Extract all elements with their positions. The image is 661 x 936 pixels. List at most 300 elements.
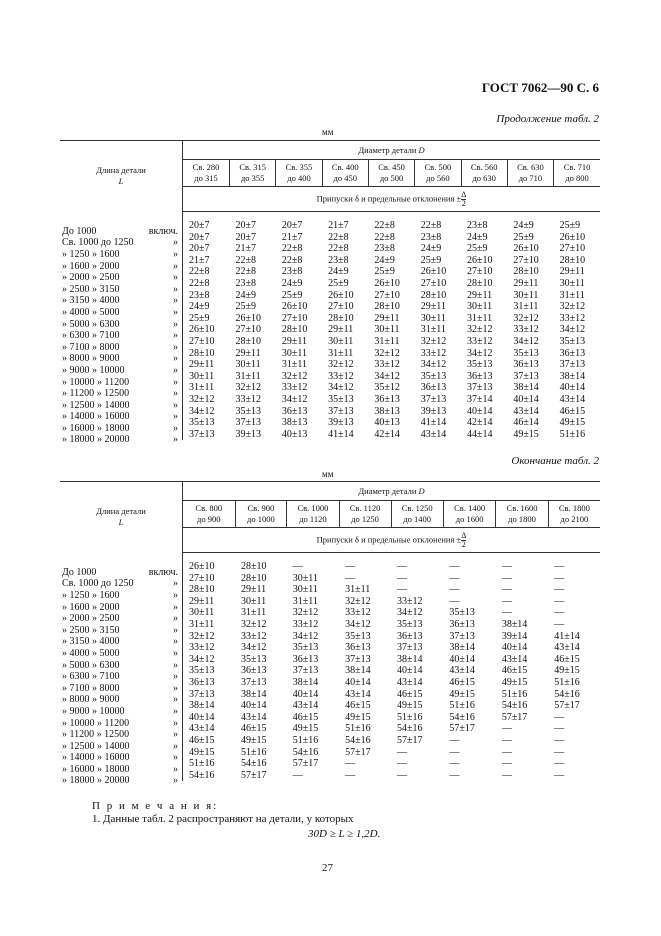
- allowance-value: 22±8: [328, 243, 349, 255]
- table-row: [60, 700, 600, 712]
- allowance-value: 37±13: [292, 665, 319, 677]
- allowance-value: 28±10: [189, 347, 215, 359]
- length-range: » 14000 » 16000: [62, 752, 130, 764]
- length-range-suffix: »: [173, 411, 178, 423]
- allowance-value: 34±12: [420, 359, 447, 371]
- allowance-value: 43±14: [292, 700, 319, 712]
- table-row: [60, 619, 600, 631]
- allowance-value: 40±14: [449, 653, 475, 665]
- allowance-value: 38±14: [559, 370, 586, 382]
- allowance-value: 37±13: [420, 393, 447, 405]
- allowance-value: 30±11: [241, 595, 267, 607]
- allowance-value: 28±10: [467, 277, 493, 289]
- diameter-range-from: Св. 1600: [506, 503, 538, 513]
- diameter-range-to: до 1600: [455, 514, 484, 524]
- length-range-cell: [60, 371, 183, 388]
- table-row: [60, 371, 600, 383]
- diameter-header-symbol: D: [418, 144, 425, 155]
- allowance-value: 37±14: [467, 393, 493, 405]
- length-range-suffix: »: [173, 589, 178, 601]
- length-range-cell: [60, 232, 183, 249]
- allowance-value: 27±10: [189, 335, 215, 347]
- allowance-value: 25±9: [513, 231, 534, 243]
- length-range-suffix: »: [173, 624, 178, 636]
- document-header: ГОСТ 7062—90 С. 6: [481, 80, 599, 95]
- allowance-value: 32±12: [559, 301, 586, 313]
- allowance-value: 54±16: [397, 723, 423, 735]
- header-row: [60, 482, 600, 501]
- allowance-value: 43±14: [501, 653, 528, 665]
- allowance-value: 24±9: [374, 254, 395, 266]
- allowance-value: —: [554, 758, 565, 770]
- allowance-value: 27±10: [513, 254, 539, 266]
- allowance-value: 46±15: [559, 405, 586, 417]
- allowance-value: —: [554, 561, 565, 572]
- fraction-denominator: 2: [461, 198, 466, 208]
- allowance-value: 29±11: [374, 312, 400, 324]
- length-range-cell: [60, 677, 183, 694]
- allowance-value: 30±11: [328, 335, 354, 347]
- allowance-value: —: [501, 734, 512, 746]
- allowance-value: 35±13: [328, 393, 354, 405]
- allowance-value: 28±10: [513, 266, 539, 278]
- diameter-range-to: до 1000: [247, 514, 275, 524]
- diameter-range: [339, 501, 391, 528]
- length-range-suffix: »: [173, 636, 178, 648]
- table-row: [60, 255, 600, 267]
- allowance-value: 36±13: [189, 676, 215, 688]
- length-range-cell: [60, 747, 183, 764]
- allowance-value: 29±11: [513, 277, 539, 289]
- allowance-value: —: [449, 561, 460, 572]
- allowance-value: 57±17: [554, 700, 580, 712]
- allowance-value: 20±7: [235, 220, 257, 231]
- length-header-symbol: L: [118, 517, 124, 528]
- fraction-numerator: Δ: [461, 189, 467, 199]
- allowance-value: 26±10: [189, 561, 215, 572]
- length-range: » 2000 » 2500: [62, 272, 120, 284]
- length-range-suffix: »: [173, 775, 178, 787]
- length-range: » 2500 » 3150: [62, 624, 120, 636]
- allowance-value: 24±9: [513, 220, 534, 231]
- length-range: » 5000 » 6300: [62, 318, 120, 330]
- length-range-suffix: включ.: [148, 225, 178, 237]
- allowance-value: —: [501, 723, 512, 735]
- allowance-value: 46±15: [501, 665, 528, 677]
- length-range: » 4000 » 5000: [62, 647, 120, 659]
- length-range-cell: [60, 700, 183, 717]
- allowance-value: 35±13: [345, 630, 371, 642]
- table-row: [60, 573, 600, 585]
- diameter-range: [507, 160, 553, 187]
- allowance-value: 33±12: [292, 618, 319, 630]
- length-range-suffix: »: [173, 399, 178, 411]
- diameter-range: [461, 160, 507, 187]
- allowance-value: 51±16: [189, 758, 215, 770]
- allowance-value: 57±17: [501, 711, 528, 723]
- allowance-value: —: [554, 769, 565, 781]
- length-range: » 6300 » 7100: [62, 330, 120, 342]
- spacer-cell: [60, 553, 183, 562]
- allowance-value: 22±8: [374, 231, 395, 243]
- allowance-value: 22±8: [281, 243, 303, 255]
- allowance-header: [183, 187, 601, 212]
- allowance-value: 30±11: [467, 301, 493, 313]
- allowance-value: 26±10: [235, 312, 262, 324]
- allowance-value: 46±15: [397, 688, 423, 700]
- table-row: [60, 417, 600, 429]
- allowance-value: 43±14: [420, 428, 447, 440]
- table-row: [60, 631, 600, 643]
- allowance-value: 28±10: [420, 289, 447, 301]
- diameter-range: [230, 160, 276, 187]
- length-range-suffix: »: [173, 682, 178, 694]
- spacer-cell: [507, 212, 553, 221]
- allowance-value: 46±15: [292, 711, 319, 723]
- diameter-range: [496, 501, 548, 528]
- allowance-value: —: [292, 769, 303, 781]
- allowance-value: 25±9: [189, 312, 210, 324]
- length-header: [60, 482, 183, 553]
- allowance-value: —: [449, 572, 460, 584]
- allowance-value: 32±12: [292, 607, 319, 619]
- length-range-cell: [60, 665, 183, 683]
- allowance-value: 51±16: [559, 428, 586, 440]
- diameter-header-symbol: D: [418, 485, 425, 496]
- spacer-cell: [461, 212, 507, 221]
- length-range-cell: [60, 631, 183, 648]
- allowance-value: 37±13: [467, 382, 493, 394]
- allowance-value: 57±17: [397, 734, 423, 746]
- allowance-value: —: [397, 758, 407, 770]
- allowance-value: 39±13: [420, 405, 447, 417]
- allowance-value: 31±11: [241, 607, 267, 619]
- allowance-value: —: [449, 746, 460, 758]
- allowance-value: 33±12: [559, 312, 586, 324]
- table-row: [60, 665, 600, 677]
- diameter-range: [235, 501, 287, 528]
- allowance-value: 33±12: [374, 359, 400, 371]
- allowance-value: 46±15: [449, 676, 475, 688]
- allowance-value: 37±13: [345, 653, 371, 665]
- table-row: [60, 561, 600, 573]
- allowance-value: 22±8: [420, 220, 442, 231]
- spacer-cell: [443, 553, 495, 562]
- allowance-value: 40±14: [345, 676, 371, 688]
- allowance-value: 35±12: [374, 382, 400, 394]
- allowance-value: 46±15: [241, 723, 267, 735]
- allowance-value: 40±14: [292, 688, 319, 700]
- length-range: » 4000 » 5000: [62, 306, 120, 318]
- allowance-value: 24±9: [420, 243, 442, 255]
- allowance-value: 35±13: [513, 347, 539, 359]
- diameter-range-to: до 1400: [403, 514, 432, 524]
- length-range-cell: [60, 642, 183, 659]
- length-range: » 12500 » 14000: [62, 399, 130, 411]
- allowance-value: —: [449, 584, 460, 596]
- allowance-value: 35±13: [241, 653, 267, 665]
- length-range-suffix: »: [173, 434, 178, 446]
- length-range: » 10000 » 11200: [62, 717, 130, 729]
- allowance-value: —: [501, 584, 512, 596]
- table-row: [60, 770, 600, 782]
- table-row: [60, 220, 600, 232]
- length-range-suffix: »: [173, 694, 178, 706]
- length-range-cell: [60, 584, 183, 601]
- allowance-value: 57±17: [449, 723, 475, 735]
- allowance-label: Припуски δ и предельные отклонения: [316, 192, 455, 203]
- table-row: [60, 278, 600, 290]
- notes: [92, 800, 354, 826]
- length-range-suffix: »: [173, 578, 178, 590]
- allowance-value: —: [554, 734, 565, 746]
- allowance-value: 34±12: [328, 382, 354, 394]
- allowance-value: 32±12: [467, 324, 493, 336]
- allowance-value: 29±11: [189, 359, 215, 371]
- length-range: До 1000: [62, 566, 97, 578]
- allowance-value: 34±12: [292, 630, 319, 642]
- diameter-range-from: Св. 315: [239, 162, 267, 172]
- diameter-range-from: Св. 400: [331, 162, 359, 172]
- spacer-cell: [230, 212, 276, 221]
- allowance-value: 31±11: [281, 359, 307, 371]
- allowance-value: 35±13: [235, 405, 262, 417]
- allowance-value: —: [292, 561, 303, 572]
- allowance-value: 36±13: [345, 642, 371, 654]
- length-range-cell: [60, 348, 183, 365]
- diameter-range-from: Св. 1120: [349, 503, 381, 513]
- table-row: [60, 394, 600, 406]
- length-range-suffix: »: [173, 671, 178, 683]
- allowance-value: 30±11: [281, 347, 307, 359]
- allowance-value: 36±13: [374, 393, 400, 405]
- allowance-value: —: [501, 769, 512, 781]
- table-row: [60, 290, 600, 302]
- spacer-cell: [287, 553, 339, 562]
- allowance-value: —: [449, 734, 460, 746]
- allowance-value: 32±12: [328, 359, 354, 371]
- allowance-value: 27±10: [467, 266, 493, 278]
- allowance-value: 34±12: [189, 405, 215, 417]
- length-range: » 18000 » 20000: [62, 775, 130, 787]
- length-range-cell: [60, 735, 183, 752]
- allowance-value: 43±14: [241, 711, 267, 723]
- spacer-cell: [339, 553, 391, 562]
- allowance-value: 37±13: [189, 688, 215, 700]
- allowance-value: 46±15: [554, 653, 580, 665]
- allowance-value: 31±11: [328, 347, 354, 359]
- allowance-value: 21±7: [189, 254, 210, 266]
- allowance-value: 31±11: [345, 584, 371, 596]
- allowance-value: 30±11: [292, 584, 318, 596]
- spacer-cell: [415, 212, 461, 221]
- length-range: » 10000 » 11200: [62, 376, 130, 388]
- length-range-cell: [60, 255, 183, 272]
- allowance-value: 20±7: [189, 243, 210, 255]
- spacer-row: [60, 553, 600, 562]
- spacer-row: [60, 212, 600, 221]
- diameter-range-to: до 630: [472, 173, 496, 183]
- allowance-value: 35±13: [467, 359, 493, 371]
- allowance-value: 37±13: [513, 370, 539, 382]
- length-range-suffix: »: [173, 647, 178, 659]
- table-row: [60, 758, 600, 770]
- allowance-value: 46±15: [345, 700, 371, 712]
- length-range-suffix: »: [173, 740, 178, 752]
- allowance-value: 27±10: [328, 301, 354, 313]
- allowance-value: 26±10: [513, 243, 539, 255]
- allowance-value: 34±12: [513, 335, 539, 347]
- allowance-value: 28±10: [189, 584, 215, 596]
- allowance-value: 43±14: [513, 405, 539, 417]
- table-row: [60, 429, 600, 441]
- allowance-value: —: [345, 758, 356, 770]
- allowance-value: 36±13: [241, 665, 267, 677]
- allowance-value: 32±12: [420, 335, 447, 347]
- length-range: » 16000 » 18000: [62, 763, 130, 775]
- allowance-value: 40±14: [397, 665, 423, 677]
- allowance-value: 26±10: [281, 301, 308, 313]
- allowance-value: 33±12: [189, 642, 215, 654]
- allowance-value: 26±10: [374, 277, 400, 289]
- length-range: » 3150 » 4000: [62, 636, 120, 648]
- allowance-value: 57±17: [241, 769, 267, 781]
- allowance-value: 40±14: [513, 393, 539, 405]
- length-range-cell: [60, 689, 183, 706]
- allowance-value: 43±14: [345, 688, 371, 700]
- diameter-range-to: до 800: [565, 173, 589, 183]
- length-range: » 12500 » 14000: [62, 740, 130, 752]
- allowance-value: 54±16: [345, 734, 371, 746]
- allowance-value: 41±14: [420, 417, 447, 429]
- length-range-suffix: »: [173, 248, 178, 260]
- length-range-cell: [60, 336, 183, 353]
- allowance-value: 38±14: [345, 665, 371, 677]
- allowance-value: 49±15: [345, 711, 371, 723]
- allowance-value: 28±10: [374, 301, 400, 313]
- allowance-value: 36±13: [513, 359, 539, 371]
- allowance-value: 32±12: [513, 312, 539, 324]
- notes-title: П р и м е ч а н и я:: [92, 800, 219, 812]
- allowance-value: 25±9: [420, 254, 442, 266]
- spacer-cell: [322, 212, 368, 221]
- diameter-range-from: Св. 900: [247, 503, 275, 513]
- allowance-value: 30±11: [189, 370, 215, 382]
- allowance-value: 22±8: [328, 231, 349, 243]
- length-range-cell: [60, 324, 183, 342]
- allowance-value: 37±13: [559, 359, 586, 371]
- table-row: [60, 243, 600, 255]
- allowance-value: 54±16: [292, 746, 319, 758]
- table-row: [60, 689, 600, 701]
- allowance-value: 39±13: [328, 417, 354, 429]
- length-range-cell: [60, 619, 183, 636]
- allowance-value: 28±10: [559, 254, 586, 266]
- length-range-suffix: »: [173, 283, 178, 295]
- allowance-value: 31±11: [292, 595, 318, 607]
- spacer-cell: [183, 212, 230, 221]
- table-row: [60, 359, 600, 371]
- allowance-value: —: [554, 572, 565, 584]
- diameter-range: [548, 501, 600, 528]
- allowance-value: 21±7: [328, 220, 349, 231]
- allowance-header: [183, 528, 601, 553]
- table-row: [60, 232, 600, 244]
- allowance-value: 31±11: [513, 301, 539, 313]
- allowance-value: 22±8: [189, 266, 210, 278]
- allowance-value: 25±9: [328, 277, 349, 289]
- diameter-range-to: до 450: [333, 173, 357, 183]
- length-range-suffix: включ.: [148, 566, 178, 578]
- diameter-range-to: до 710: [518, 173, 543, 183]
- table-row: [60, 336, 600, 348]
- allowance-value: 49±15: [292, 723, 319, 735]
- spacer-cell: [554, 212, 600, 221]
- allowance-value: 33±12: [345, 607, 371, 619]
- allowance-value: 27±10: [420, 277, 447, 289]
- allowance-value: 57±17: [292, 758, 319, 770]
- table-row: [60, 712, 600, 724]
- allowance-value: 30±11: [292, 572, 318, 584]
- diameter-range: [415, 160, 461, 187]
- allowance-value: 26±10: [467, 254, 493, 266]
- allowance-value: —: [397, 561, 407, 572]
- allowance-value: 36±13: [292, 653, 319, 665]
- allowance-value: 31±11: [467, 312, 493, 324]
- allowance-value: 22±8: [189, 277, 210, 289]
- allowance-label: Припуски δ и предельные отклонения: [316, 533, 455, 544]
- allowance-value: 29±11: [235, 347, 261, 359]
- diameter-header-label: Диаметр детали: [358, 485, 417, 496]
- diameter-range: [443, 501, 495, 528]
- allowance-value: —: [345, 572, 356, 584]
- allowance-value: —: [397, 769, 407, 781]
- diameter-range-from: Св. 710: [563, 162, 591, 172]
- allowance-value: 38±13: [281, 417, 308, 429]
- allowance-value: 27±10: [559, 243, 586, 255]
- diameter-range-to: до 560: [426, 173, 450, 183]
- diameter-range-to: до 1250: [351, 514, 379, 524]
- plus-minus-sign: ±: [456, 192, 462, 203]
- length-range-cell: [60, 406, 183, 423]
- table1-unit: мм: [322, 127, 334, 137]
- allowance-value: 23±8: [235, 277, 257, 289]
- allowance-value: 51±16: [397, 711, 423, 723]
- allowance-value: 54±16: [189, 769, 215, 781]
- length-range: » 1600 » 2000: [62, 601, 120, 613]
- allowance-value: 26±10: [189, 324, 215, 336]
- diameter-range-from: Св. 280: [192, 162, 220, 172]
- length-range-suffix: »: [173, 717, 178, 729]
- allowance-value: 37±13: [328, 405, 354, 417]
- allowance-value: 29±11: [420, 301, 446, 313]
- table2-caption: Окончание табл. 2: [511, 455, 599, 467]
- allowance-value: 49±15: [559, 417, 586, 429]
- allowance-value: 28±10: [241, 572, 267, 584]
- allowance-value: 35±13: [420, 370, 447, 382]
- allowance-value: —: [554, 595, 565, 607]
- table-row: [60, 382, 600, 394]
- length-range-cell: [60, 723, 183, 741]
- diameter-range: [287, 501, 339, 528]
- allowance-value: 33±12: [513, 324, 539, 336]
- diameter-range-to: до 400: [287, 173, 311, 183]
- table-row: [60, 723, 600, 735]
- fraction-numerator: Δ: [461, 530, 467, 540]
- allowance-value: 30±11: [189, 607, 215, 619]
- allowance-value: 26±10: [420, 266, 447, 278]
- table-row: [60, 313, 600, 325]
